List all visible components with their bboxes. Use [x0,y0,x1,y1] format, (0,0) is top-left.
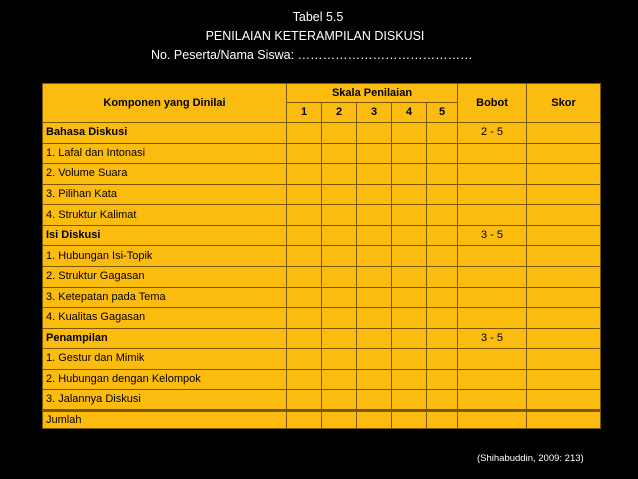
scale-cell-4[interactable] [392,328,427,349]
scale-header-3: 3 [357,103,392,123]
skor-cell[interactable] [527,308,601,329]
scale-cell-1[interactable] [287,184,322,205]
header-skor: Skor [527,84,601,123]
scale-cell-5[interactable] [427,369,458,390]
criterion-row [43,349,601,370]
table-number: Tabel 5.5 [292,10,344,24]
section-row [43,225,601,246]
total-scale-cell [287,411,322,429]
criterion-row [43,246,601,267]
scale-cell-3[interactable] [357,266,392,287]
scale-cell-3[interactable] [357,123,392,144]
criterion-label: 3. Pilihan Kata [43,184,287,205]
bobot-cell [458,349,527,370]
scale-cell-3[interactable] [357,164,392,185]
scale-cell-5[interactable] [427,287,458,308]
bobot-cell [458,390,527,411]
skor-cell[interactable] [527,369,601,390]
scale-cell-5[interactable] [427,308,458,329]
scale-cell-4[interactable] [392,390,427,411]
scale-cell-1[interactable] [287,369,322,390]
total-scale-cell [392,411,427,429]
criterion-row [43,184,601,205]
section-row [43,123,601,144]
criterion-row [43,205,601,226]
scale-cell-2[interactable] [322,143,357,164]
criterion-label: 4. Struktur Kalimat [43,205,287,226]
criterion-label: 1. Hubungan Isi-Topik [43,246,287,267]
bobot-cell [458,184,527,205]
scale-cell-3[interactable] [357,143,392,164]
table-title: PENILAIAN KETERAMPILAN DISKUSI [205,29,425,43]
bobot-cell [458,369,527,390]
scale-cell-4[interactable] [392,246,427,267]
total-scale-cell [357,411,392,429]
scale-cell-5[interactable] [427,205,458,226]
scale-cell-3[interactable] [357,287,392,308]
bobot-cell: 3 - 5 [458,328,527,349]
skor-cell[interactable] [527,225,601,246]
skor-cell[interactable] [527,164,601,185]
criterion-label: 2. Hubungan dengan Kelompok [43,369,287,390]
criterion-label: 1. Gestur dan Mimik [43,349,287,370]
scale-cell-3[interactable] [357,184,392,205]
skor-cell[interactable] [527,287,601,308]
scale-header-4: 4 [392,103,427,123]
scale-cell-3[interactable] [357,390,392,411]
scale-cell-5[interactable] [427,164,458,185]
scale-cell-4[interactable] [392,123,427,144]
scale-cell-2[interactable] [322,246,357,267]
criterion-label: 2. Struktur Gagasan [43,266,287,287]
assessment-table [42,83,601,429]
scale-cell-1[interactable] [287,123,322,144]
scale-cell-1[interactable] [287,246,322,267]
criterion-row [43,308,601,329]
scale-cell-2[interactable] [322,164,357,185]
skor-cell[interactable] [527,184,601,205]
criterion-row [43,143,601,164]
student-name-line: No. Peserta/Nama Siswa: …………………………………… [151,48,473,62]
scale-cell-2[interactable] [322,123,357,144]
bobot-cell [458,246,527,267]
skor-cell[interactable] [527,205,601,226]
total-scale-cell [322,411,357,429]
bobot-cell [458,266,527,287]
scale-cell-1[interactable] [287,287,322,308]
scale-cell-4[interactable] [392,369,427,390]
header-komponen: Komponen yang Dinilai [43,84,287,123]
scale-cell-2[interactable] [322,369,357,390]
scale-cell-5[interactable] [427,328,458,349]
scale-cell-1[interactable] [287,308,322,329]
scale-cell-1[interactable] [287,266,322,287]
scale-cell-3[interactable] [357,246,392,267]
scale-header-2: 2 [322,103,357,123]
skor-cell[interactable] [527,266,601,287]
bobot-cell: 3 - 5 [458,225,527,246]
scale-cell-2[interactable] [322,205,357,226]
scale-cell-4[interactable] [392,184,427,205]
scale-cell-4[interactable] [392,205,427,226]
scale-header-1: 1 [287,103,322,123]
total-row [43,411,601,429]
total-label: Jumlah [43,411,287,429]
header-skala: Skala Penilaian [287,84,458,103]
scale-cell-5[interactable] [427,184,458,205]
skor-cell[interactable] [527,143,601,164]
scale-cell-2[interactable] [322,308,357,329]
scale-cell-5[interactable] [427,266,458,287]
skor-cell[interactable] [527,123,601,144]
scale-cell-5[interactable] [427,123,458,144]
scale-cell-2[interactable] [322,349,357,370]
scale-cell-3[interactable] [357,308,392,329]
skor-cell[interactable] [527,349,601,370]
criterion-label: 1. Lafal dan Intonasi [43,143,287,164]
bobot-cell [458,205,527,226]
scale-cell-4[interactable] [392,287,427,308]
scale-cell-1[interactable] [287,143,322,164]
scale-cell-5[interactable] [427,143,458,164]
criterion-row [43,164,601,185]
section-label: Penampilan [43,328,287,349]
scale-cell-4[interactable] [392,349,427,370]
scale-cell-2[interactable] [322,184,357,205]
skor-cell[interactable] [527,390,601,411]
criterion-label: 3. Ketepatan pada Tema [43,287,287,308]
scale-cell-1[interactable] [287,205,322,226]
criterion-row [43,266,601,287]
scale-cell-3[interactable] [357,205,392,226]
scale-cell-5[interactable] [427,246,458,267]
criterion-label: 3. Jalannya Diskusi [43,390,287,411]
total-skor-cell [527,411,601,429]
scale-cell-3[interactable] [357,369,392,390]
criterion-label: 4. Kualitas Gagasan [43,308,287,329]
citation: (Shihabuddin, 2009: 213) [477,453,584,464]
scale-cell-5[interactable] [427,349,458,370]
scale-cell-4[interactable] [392,266,427,287]
header-bobot: Bobot [458,84,527,123]
scale-cell-4[interactable] [392,143,427,164]
criterion-row [43,390,601,411]
scale-cell-4[interactable] [392,308,427,329]
scale-cell-3[interactable] [357,349,392,370]
scale-cell-2[interactable] [322,390,357,411]
scale-cell-5[interactable] [427,390,458,411]
criterion-row [43,369,601,390]
scale-cell-3[interactable] [357,225,392,246]
skor-cell[interactable] [527,246,601,267]
bobot-cell [458,308,527,329]
section-label: Bahasa Diskusi [43,123,287,144]
bobot-cell [458,164,527,185]
scale-cell-5[interactable] [427,225,458,246]
scale-cell-3[interactable] [357,328,392,349]
skor-cell[interactable] [527,328,601,349]
scale-cell-1[interactable] [287,390,322,411]
bobot-cell [458,287,527,308]
total-scale-cell [427,411,458,429]
scale-cell-1[interactable] [287,164,322,185]
scale-header-5: 5 [427,103,458,123]
criterion-row [43,287,601,308]
bobot-cell: 2 - 5 [458,123,527,144]
scale-cell-1[interactable] [287,225,322,246]
scale-cell-4[interactable] [392,164,427,185]
total-bobot-cell [458,411,527,429]
criterion-label: 2. Volume Suara [43,164,287,185]
scale-cell-2[interactable] [322,266,357,287]
scale-cell-1[interactable] [287,349,322,370]
section-row [43,328,601,349]
scale-cell-4[interactable] [392,225,427,246]
scale-cell-2[interactable] [322,328,357,349]
section-label: Isi Diskusi [43,225,287,246]
scale-cell-2[interactable] [322,287,357,308]
bobot-cell [458,143,527,164]
scale-cell-1[interactable] [287,328,322,349]
scale-cell-2[interactable] [322,225,357,246]
